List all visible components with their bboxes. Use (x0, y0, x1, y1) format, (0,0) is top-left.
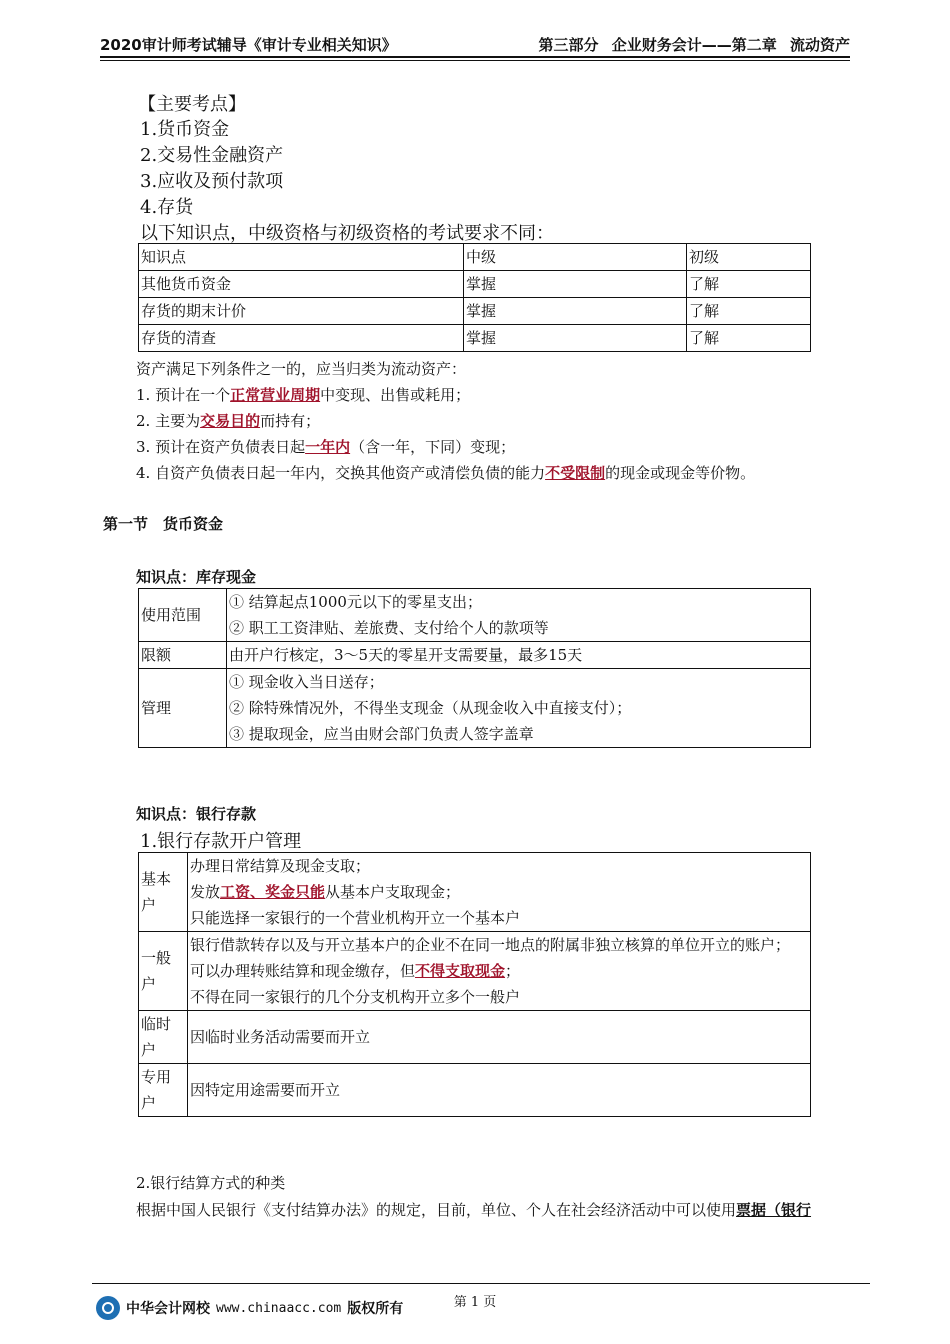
condition-text: 2. 主要为 (136, 412, 201, 430)
key-point: 3.应收及预付款项 (140, 171, 284, 192)
table-cell: 其他货币资金 (139, 271, 464, 298)
content-line: ③ 提取现金，应当由财会部门负责人签字盖章 (229, 725, 534, 743)
content-text: 可以办理转账结算和现金缴存，但 (190, 962, 416, 980)
row-content (227, 669, 811, 748)
content-line: ② 职工工资津贴、差旅费、支付给个人的款项等 (229, 619, 549, 637)
row-label: 使用范围 (139, 589, 227, 642)
key-points-heading: 【主要考点】 (138, 94, 246, 115)
section-title: 第一节 货币资金 (103, 515, 224, 533)
row-content: 由开户行核定，3～5天的零星开支需要量，最多15天 (227, 642, 811, 669)
table-cell: 了解 (687, 325, 811, 352)
table-row (139, 271, 811, 298)
condition-text: 4. 自资产负债表日起一年内，交换其他资产或清偿负债的能力 (136, 464, 546, 482)
content-text: 从基本户支取现金； (325, 883, 461, 901)
condition-text: （含一年，下同）变现； (350, 438, 516, 456)
condition-text: 1. 预计在一个 (136, 386, 231, 404)
condition-highlight: 不受限制 (545, 464, 606, 482)
condition-text: 而持有； (260, 412, 321, 430)
table-row (139, 642, 811, 669)
content-line: ① 现金收入当日送存； (229, 673, 384, 691)
header-rule (100, 56, 850, 58)
condition-highlight: 一年内 (305, 438, 351, 456)
row-label: 临时户 (139, 1011, 188, 1064)
row-content: 因特定用途需要而开立 (188, 1064, 811, 1117)
row-label: 专用户 (139, 1064, 188, 1117)
content-line (190, 958, 808, 984)
table-row (139, 298, 811, 325)
table-cell: 掌握 (464, 298, 687, 325)
row-label: 管理 (139, 669, 227, 748)
content-text: 发放 (190, 883, 221, 901)
condition-item (136, 384, 470, 405)
header-rule-thin (100, 60, 850, 61)
bank-subtitle: 1.银行存款开户管理 (140, 831, 302, 852)
key-point: 2.交易性金融资产 (140, 145, 284, 166)
content-highlight: 工资、奖金只能 (220, 883, 326, 901)
table-cell: 掌握 (464, 271, 687, 298)
settlement-text-plain: 根据中国人民银行《支付结算办法》的规定，目前，单位、个人在社会经济活动中可以使用 (136, 1201, 737, 1219)
cash-table (138, 588, 811, 748)
table-row (139, 589, 811, 642)
table-row (139, 325, 811, 352)
row-content: 因临时业务活动需要而开立 (188, 1011, 811, 1064)
table-cell: 掌握 (464, 325, 687, 352)
page-header (100, 30, 850, 56)
row-content (227, 589, 811, 642)
brand-logo-icon (96, 1296, 120, 1320)
row-content (188, 932, 811, 1011)
bank-title: 知识点：银行存款 (136, 805, 257, 823)
brand-name: 中华会计网校 (126, 1301, 210, 1317)
content-highlight: 不得支取现金 (415, 962, 506, 980)
condition-item (136, 462, 755, 483)
table-cell: 了解 (687, 298, 811, 325)
condition-highlight: 交易目的 (200, 412, 261, 430)
page-number: 第 1 页 (453, 1295, 497, 1310)
row-content (188, 853, 811, 932)
table-cell: 存货的期末计价 (139, 298, 464, 325)
table-row (139, 1011, 811, 1064)
table-row (139, 932, 811, 1011)
cash-title: 知识点：库存现金 (136, 568, 257, 586)
table-cell: 存货的清查 (139, 325, 464, 352)
content-line: 办理日常结算及现金支取； (190, 857, 371, 875)
content-line: ② 除特殊情况外，不得坐支现金（从现金收入中直接支付）； (229, 699, 632, 717)
exam-level-table (138, 243, 811, 352)
table-header-row (139, 244, 811, 271)
key-point: 4.存货 (140, 197, 194, 218)
header-left: 2020审计师考试辅导《审计专业相关知识》 (100, 36, 397, 54)
table-row (139, 669, 811, 748)
table-header-cell: 初级 (687, 244, 811, 271)
row-label: 限额 (139, 642, 227, 669)
settlement-title: 2.银行结算方式的种类 (136, 1174, 286, 1192)
table-cell: 了解 (687, 271, 811, 298)
condition-text: 中变现、出售或耗用； (320, 386, 471, 404)
content-line: 不得在同一家银行的几个分支机构开立多个一般户 (190, 988, 521, 1006)
condition-item (136, 436, 515, 457)
bank-account-table (138, 852, 811, 1117)
content-text: ； (505, 962, 521, 980)
table-row (139, 853, 811, 932)
row-label: 一般户 (139, 932, 188, 1011)
condition-highlight: 正常营业周期 (230, 386, 321, 404)
current-assets-lead: 资产满足下列条件之一的，应当归类为流动资产： (136, 360, 467, 378)
header-right: 第三部分 企业财务会计——第二章 流动资产 (538, 36, 850, 54)
settlement-text (136, 1199, 811, 1220)
content-line: 只能选择一家银行的一个营业机构开立一个基本户 (190, 909, 521, 927)
copyright-text: 版权所有 (347, 1301, 404, 1317)
content-line: ① 结算起点1000元以下的零星支出； (229, 593, 482, 611)
footer-rule (92, 1283, 870, 1284)
content-line: 银行借款转存以及与开立基本户的企业不在同一地点的附属非独立核算的单位开立的账户； (190, 936, 791, 954)
table-header-cell: 中级 (464, 244, 687, 271)
table-header-cell: 知识点 (139, 244, 464, 271)
table-row (139, 1064, 811, 1117)
site-url[interactable]: www.chinaacc.com (216, 1300, 342, 1316)
content-line (190, 879, 808, 905)
exam-level-note: 以下知识点，中级资格与初级资格的考试要求不同： (140, 223, 554, 244)
settlement-highlight: 票据（银行 (736, 1201, 812, 1219)
key-point: 1.货币资金 (140, 119, 230, 140)
condition-text: 3. 预计在资产负债表日起 (136, 438, 306, 456)
condition-item (136, 410, 320, 431)
row-label: 基本户 (139, 853, 188, 932)
page-footer (96, 1296, 403, 1320)
condition-text: 的现金或现金等价物。 (605, 464, 756, 482)
